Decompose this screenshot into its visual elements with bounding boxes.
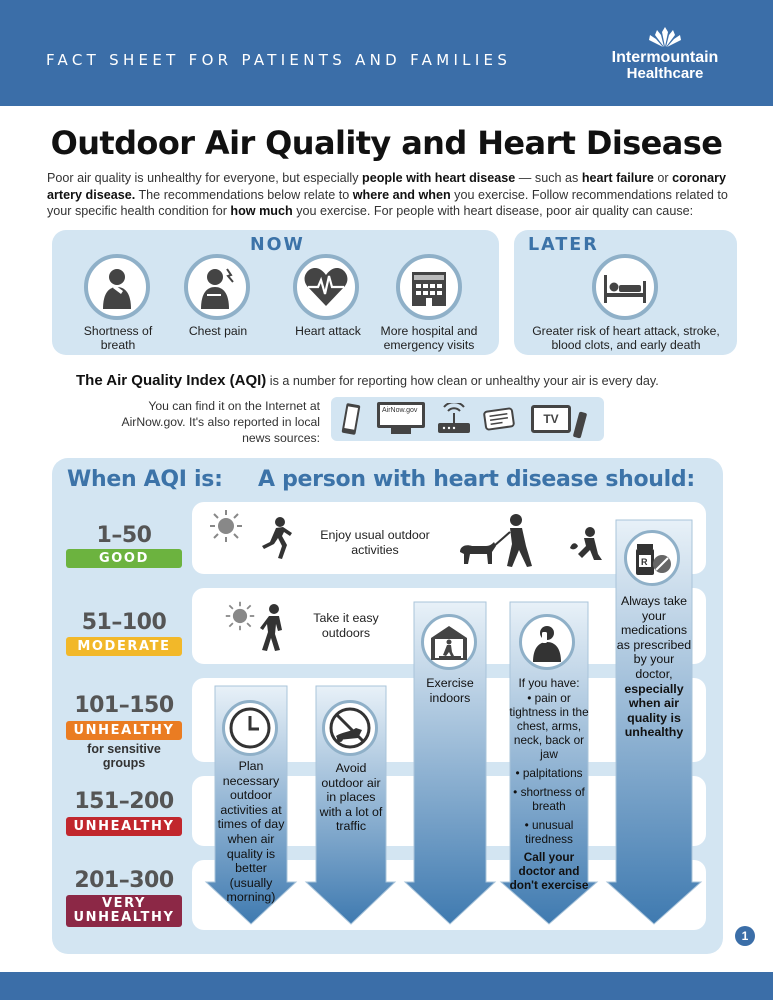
aqi-range: 151–200 xyxy=(74,789,174,814)
treadmill-icon xyxy=(421,614,477,670)
aqi-range: 101–150 xyxy=(74,693,174,718)
footer-bar xyxy=(0,972,773,1000)
no-traffic-icon xyxy=(322,700,378,756)
symptom-item: • palpitations xyxy=(515,766,583,780)
clock-icon xyxy=(222,700,278,756)
meds-text: Always take your medications as prescribed by your doctor, especially when air quality is unhealthy xyxy=(616,594,692,740)
page-title: Outdoor Air Quality and Heart Disease xyxy=(50,124,723,162)
aqi-range: 201–300 xyxy=(74,868,174,893)
aqi-find-text: You can find it on the Internet at AirNow.gov. It's also reported in local news sources: xyxy=(121,399,320,445)
medication-icon xyxy=(624,530,680,586)
now-item-label: More hospital and emergency visits xyxy=(380,324,478,352)
status-badge: VERY UNHEALTHY xyxy=(66,895,182,927)
now-item-label: Shortness of breath xyxy=(83,324,153,352)
page-number: 1 xyxy=(735,926,755,946)
later-heading: LATER xyxy=(528,235,599,255)
aqi-range: 1–50 xyxy=(96,523,152,548)
now-heading: NOW xyxy=(250,235,305,255)
now-item-label: Heart attack xyxy=(295,324,361,338)
plan-text: Plan necessary outdoor activities at times of day when air quality is better (usually morning) xyxy=(217,759,285,905)
screen-text: AirNow.gov xyxy=(380,405,422,425)
aqi-range: 51–100 xyxy=(81,610,167,635)
symptom-item: • shortness of breath xyxy=(513,785,585,813)
status-badge: UNHEALTHY xyxy=(66,817,182,836)
tv-icon: TV xyxy=(531,405,571,433)
phone-call-icon xyxy=(519,614,575,670)
status-badge: MODERATE xyxy=(66,637,182,656)
symptom-item: • unusual tiredness xyxy=(524,818,574,846)
symptoms-block xyxy=(508,676,590,892)
svg-text:R: R xyxy=(641,557,648,567)
badge-subtitle: for sensitive groups xyxy=(87,742,161,770)
symptom-item: • pain or tightness in the chest, arms, neck, back or jaw xyxy=(509,691,589,761)
symptoms-intro: If you have: xyxy=(518,676,580,690)
moderate-action-text: Take it easy outdoors xyxy=(313,611,379,640)
later-label: Greater risk of heart attack, stroke, blood clots, and early death xyxy=(532,324,720,352)
status-badge: GOOD xyxy=(66,549,182,568)
intro-paragraph: Poor air quality is unhealthy for everyone, but especially people with heart disease — such as heart failure or coronary artery disease. The recommendations below relate to where and when you exercise. Follow recommendations related to your specific health condition for how much you exercise. For people with heart disease, poor air quality can cause: xyxy=(47,171,728,218)
avoid-text: Avoid outdoor air in places with a lot of traffic xyxy=(319,761,383,834)
good-action-text: Enjoy usual outdoor activities xyxy=(320,528,430,557)
now-item-label: Chest pain xyxy=(188,324,248,338)
symptoms-action: Call your doctor and don't exercise xyxy=(509,850,589,892)
status-badge: UNHEALTHY xyxy=(66,721,182,740)
fact-sheet-label: FACT SHEET FOR PATIENTS AND FAMILIES xyxy=(46,51,512,69)
logo-line1: Intermountain xyxy=(611,49,719,66)
logo-line2: Healthcare xyxy=(626,65,704,82)
action-heading: A person with heart disease should: xyxy=(258,467,695,492)
aqi-heading: When AQI is: xyxy=(67,467,223,492)
aqi-intro: The Air Quality Index (AQI) is a number for reporting how clean or unhealthy your air is every day. xyxy=(76,372,659,389)
indoors-text: Exercise indoors xyxy=(426,676,474,705)
